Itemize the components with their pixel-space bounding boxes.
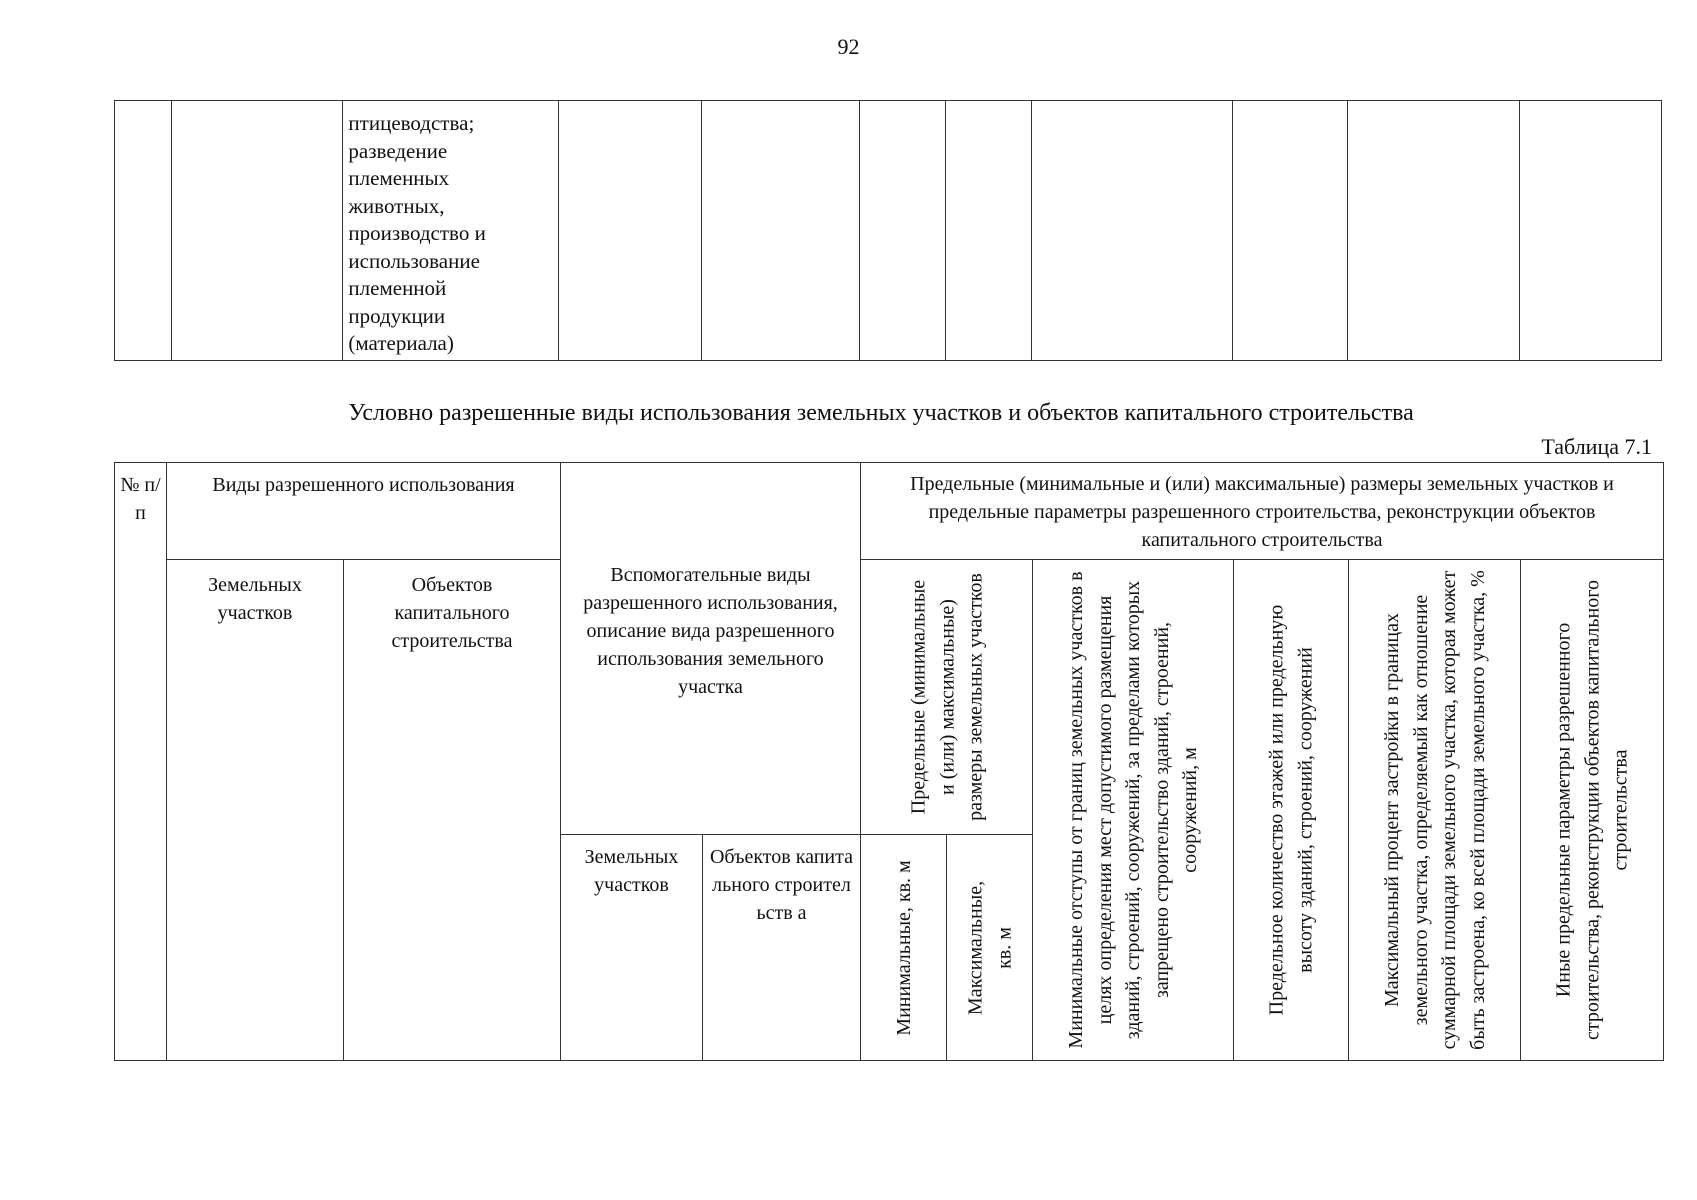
header-floors-text: Предельное количество этажей или предельную высоту зданий, строений, сооружений bbox=[1265, 604, 1316, 1016]
cell-min-area bbox=[859, 101, 946, 361]
cell-setbacks bbox=[1031, 101, 1232, 361]
header-max-area-text: Максимальные, кв. м bbox=[964, 880, 1015, 1015]
text-line: разведение bbox=[348, 138, 448, 163]
header-max-area bbox=[946, 834, 1033, 1061]
text-line: продукции bbox=[348, 303, 446, 328]
cell-coverage bbox=[1347, 101, 1519, 361]
header-cap-objects: Объектов капитального строительства bbox=[343, 559, 561, 1061]
header-coverage-text: Максимальный процент застройки в границах земельного участка, определяемый как отношение суммарной площади земельного участка, которая может быть застроена, ко всей площади земельного участка, % bbox=[1380, 570, 1488, 1050]
cell-max-area bbox=[946, 101, 1032, 361]
header-setbacks bbox=[1032, 559, 1234, 1061]
text-line: племенных bbox=[348, 166, 450, 190]
text-line: производство и bbox=[348, 221, 486, 245]
header-other bbox=[1520, 559, 1664, 1061]
header-aux-land: Земельных участков bbox=[560, 834, 703, 1061]
cell-other bbox=[1520, 101, 1662, 361]
header-coverage bbox=[1348, 559, 1521, 1061]
text-line: животных, bbox=[348, 193, 445, 218]
text-line: племенной bbox=[348, 276, 447, 300]
header-floors bbox=[1233, 559, 1349, 1061]
header-min-area-text: Минимальные, кв. м bbox=[892, 859, 915, 1036]
cell-num bbox=[115, 101, 172, 361]
header-other-text: Иные предельные параметры разрешенного строительства, реконструкции объектов капитального строительства bbox=[1552, 580, 1632, 1040]
table-row bbox=[115, 101, 1662, 361]
header-setbacks-text: Минимальные отступы от границ земельных участков в целях определения мест допустимого размещения зданий, строений, сооружений, за пределами которых запрещено строительство зданий, строений, сооружений, м bbox=[1064, 571, 1201, 1049]
cell-objects bbox=[343, 101, 559, 361]
cell-land bbox=[172, 101, 343, 361]
section-heading: Условно разрешенные виды использования земельных участков и объектов капитального строительства bbox=[348, 400, 1414, 426]
header-aux-objects: Объектов капитального строительств а bbox=[702, 834, 861, 1061]
header-sizes bbox=[860, 559, 1033, 835]
table-number: Таблица 7.1 bbox=[1541, 434, 1652, 459]
cell-floors bbox=[1233, 101, 1348, 361]
header-sizes-text: Предельные (минимальные и (или) максимальные) размеры земельных участков bbox=[906, 573, 986, 821]
header-min-area bbox=[860, 834, 947, 1061]
header-num: № п/п bbox=[114, 462, 167, 1061]
text-line: использование bbox=[348, 248, 480, 273]
cell-aux-land bbox=[559, 101, 702, 361]
text-line: (материала) bbox=[348, 331, 454, 355]
header-land-plots: Земельных участков bbox=[166, 559, 344, 1061]
continuation-table bbox=[114, 100, 1662, 361]
header-permitted-uses: Виды разрешенного использования bbox=[166, 462, 561, 560]
cell-aux-objects bbox=[702, 101, 860, 361]
text-line: птицеводства; bbox=[348, 111, 475, 135]
header-auxiliary: Вспомогательные виды разрешенного использования, описание вида разрешенного использования земельного участка bbox=[560, 462, 861, 835]
header-limits: Предельные (минимальные и (или) максимальные) размеры земельных участков и предельные параметры разрешенного строительства, реконструкции объектов капитального строительства bbox=[860, 462, 1664, 560]
continuation-text bbox=[343, 101, 558, 358]
page-number: 92 bbox=[837, 34, 860, 59]
